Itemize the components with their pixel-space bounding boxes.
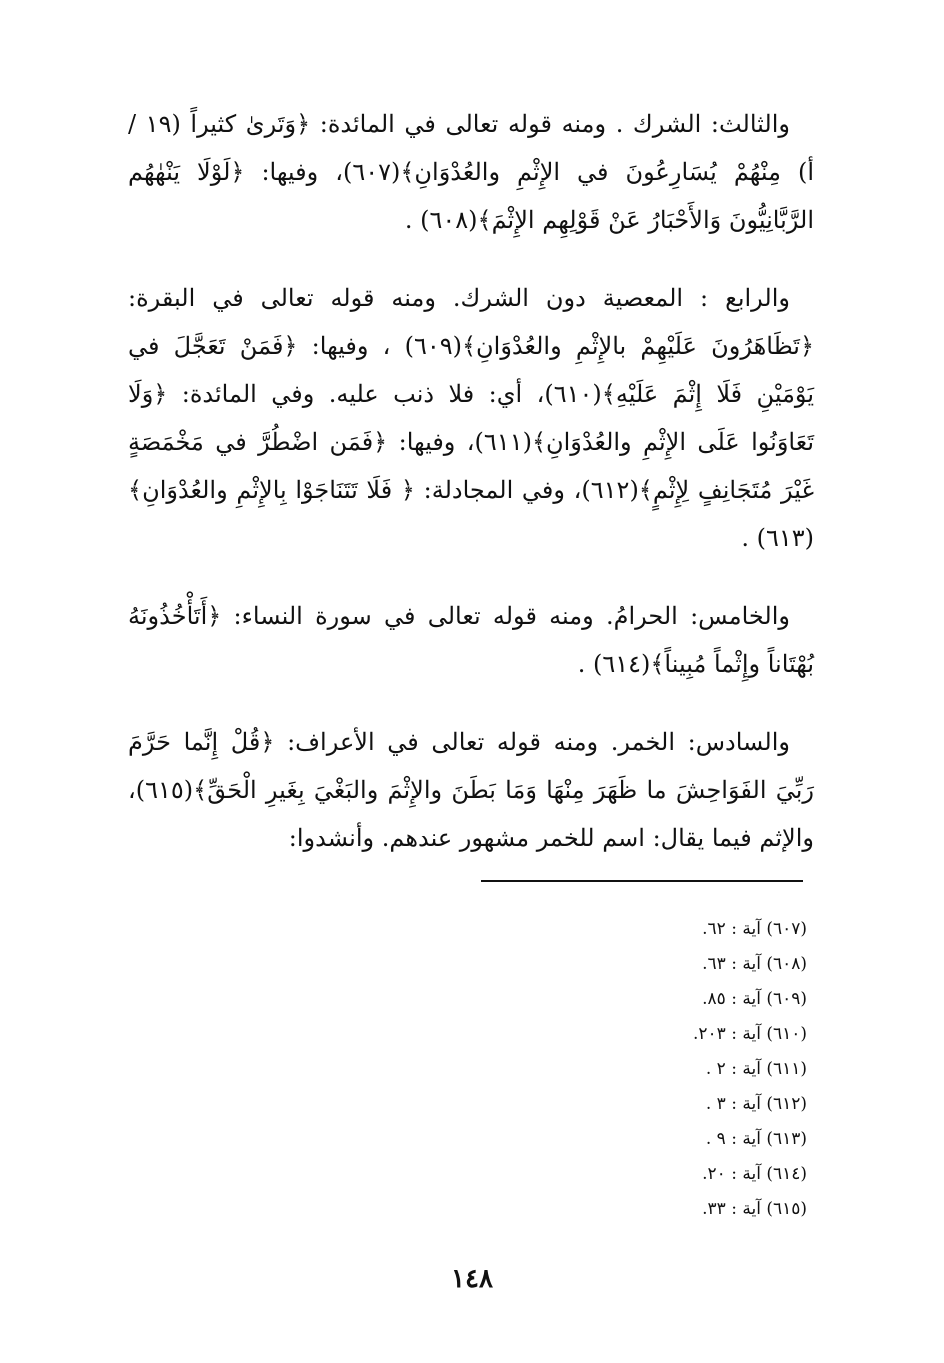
footnotes-list [600,912,807,1227]
footnote-615: (٦١٥) آية : ٣٣. [702,1199,807,1219]
footnote-610: (٦١٠) آية : ٢٠٣. [693,1024,807,1044]
footnote-611: (٦١١) آية : ٢ . [705,1059,807,1079]
footnote-612: (٦١٢) آية : ٣ . [705,1094,807,1114]
main-text [128,100,814,892]
footnote-divider [481,880,803,882]
paragraph-fifth-meaning: والخامس: الحرامُ. ومنه قوله تعالى في سورة النساء: ﴿أَتَأْخُذُونَهُ بُهْتَاناً وإِثْماً مُبِيناً﴾(٦١٤) . [128,602,814,678]
paragraph-fourth-meaning: والرابع : المعصية دون الشرك. ومنه قوله تعالى في البقرة: ﴿تَظَاهَرُونَ عَلَيْهِمْ بالإِثْمِ والعُدْوَانِ﴾(٦٠٩) ، وفيها: ﴿فَمَنْ تَعَجَّلَ في يَوْمَيْنِ فَلَا إِثْمَ عَلَيْهِ﴾(٦١٠)، أي: فلا ذنب عليه. وفي المائدة: ﴿وَلَا تَعَاوَنُوا عَلَى الإِثْمِ والعُدْوَانِ﴾(٦١١)، وفيها: ﴿فَمَن اضْطُرَّ في مَخْمَصَةٍ غَيْرَ مُتَجَانِفٍ لِإِثْمٍ﴾(٦١٢)، وفي المجادلة: ﴿ فَلَا تَتَنَاجَوْا بِالإِثْمِ والعُدْوَانِ﴾(٦١٣) . [128,284,815,552]
footnote-609: (٦٠٩) آية : ٨٥. [702,989,807,1009]
paragraph-sixth-meaning: والسادس: الخمر. ومنه قوله تعالى في الأعراف: ﴿قُلْ إِنَّما حَرَّمَ رَبِّيَ الفَوَاحِشَ ما ظَهَرَ مِنْهَا وَمَا بَطَنَ والإِثْمَ والبَغْيَ بِغَيرِ الْحَقِّ﴾(٦١٥)، والإثم فيما يقال: اسم للخمر مشهور عندهم. وأنشدوا: [128,728,814,852]
page-number: ١٤٨ [451,1264,493,1294]
footnote-607: (٦٠٧) آية : ٦٢. [702,919,807,939]
footnote-614: (٦١٤) آية : ٢٠. [702,1164,807,1184]
footnote-608: (٦٠٨) آية : ٦٣. [702,954,807,974]
paragraph-third-meaning: والثالث: الشرك . ومنه قوله تعالى في المائدة: ﴿وَتَرىٰ كثيراً (١٩ / أ) مِنْهُمْ يُسَارِعُونَ في الإِثْمِ والعُدْوَانِ﴾(٦٠٧)، وفيها: ﴿لَوْلَا يَنْهٰهُم الرَّبَّانِيُّونَ وَالأَحْبَارُ عَنْ قَوْلِهِم الإِثْمَ﴾(٦٠٨) . [128,110,814,234]
footnote-613: (٦١٣) آية : ٩ . [705,1129,807,1149]
